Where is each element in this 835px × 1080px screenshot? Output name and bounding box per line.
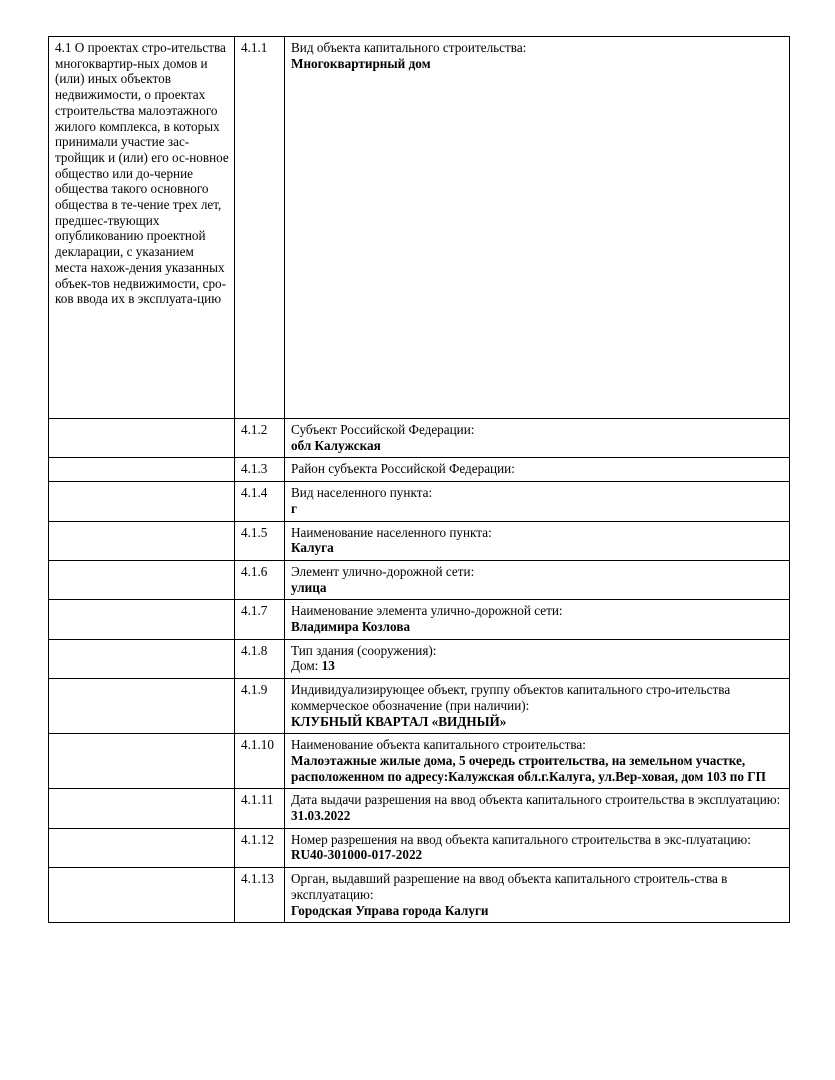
row-title: Вид населенного пункта: xyxy=(291,485,433,501)
table-body xyxy=(49,37,790,923)
row-code-cell: 4.1.7 xyxy=(235,600,285,639)
row-value-cell xyxy=(285,482,790,521)
row-title: Вид объекта капитального строительства: xyxy=(291,40,527,55)
empty-label-cell xyxy=(49,560,235,599)
empty-label-cell xyxy=(49,679,235,734)
row-value-prefix: Дом: xyxy=(291,658,322,674)
empty-label-cell xyxy=(49,828,235,867)
table-row xyxy=(49,600,790,639)
row-title: Субъект Российской Федерации: xyxy=(291,422,475,437)
row-value: Калуга xyxy=(291,540,334,556)
row-code-cell: 4.1.12 xyxy=(235,828,285,867)
section-label-cell: 4.1 О проектах стро-ительства многоквартир-ных домов и (или) иных объектов недвижимости, о проектах строительства малоэтажного жилого комплекса, в которых принимали участие зас-тройщик и (или) его ос-новное общество или до-черние общества такого основного общества в те-чение трех лет, предшес-твующих опубликованию проектной декларации, с указанием места нахож-дения указанных объек-тов недвижимости, сро-ков ввода их в эксплуата-цию xyxy=(49,37,235,419)
row-code-cell: 4.1.6 xyxy=(235,560,285,599)
row-value-cell xyxy=(285,521,790,560)
empty-label-cell xyxy=(49,734,235,789)
row-code-cell: 4.1.2 xyxy=(235,419,285,458)
row-title: Наименование населенного пункта: xyxy=(291,524,492,540)
row-title: Наименование объекта капитального строительства: xyxy=(291,737,586,753)
empty-label-cell xyxy=(49,789,235,828)
row-value-cell xyxy=(285,789,790,828)
row-value: г xyxy=(291,500,297,516)
row-value-cell xyxy=(285,37,790,419)
row-title: Индивидуализирующее объект, группу объектов капитального стро-ительства коммерческое обозначение (при наличии): xyxy=(291,682,731,713)
table-row xyxy=(49,458,790,482)
empty-label-cell xyxy=(49,419,235,458)
row-value-cell xyxy=(285,679,790,734)
empty-label-cell xyxy=(49,600,235,639)
row-title: Район субъекта Российской Федерации: xyxy=(291,461,515,477)
declaration-table xyxy=(48,36,790,923)
row-value: Многоквартирный дом xyxy=(291,55,431,71)
row-code-cell: 4.1.9 xyxy=(235,679,285,734)
table-row xyxy=(49,482,790,521)
row-value-cell xyxy=(285,734,790,789)
row-value: обл Калужская xyxy=(291,437,381,453)
row-code-cell: 4.1.5 xyxy=(235,521,285,560)
row-value-cell xyxy=(285,828,790,867)
table-row xyxy=(49,37,790,419)
table-row xyxy=(49,560,790,599)
row-value: Малоэтажные жилые дома, 5 очередь строительства, на земельном участке, расположенном по адресу:Калужская обл.г.Калуга, ул.Вер-ховая, дом 103 по ГП xyxy=(291,752,766,784)
row-value: 31.03.2022 xyxy=(291,808,351,824)
row-value-cell xyxy=(285,600,790,639)
row-code-cell: 4.1.3 xyxy=(235,458,285,482)
empty-label-cell xyxy=(49,482,235,521)
table-row xyxy=(49,679,790,734)
row-code-cell: 4.1.13 xyxy=(235,868,285,923)
empty-label-cell xyxy=(49,458,235,482)
row-value-cell xyxy=(285,458,790,482)
row-value: RU40-301000-017-2022 xyxy=(291,847,423,863)
row-value-cell xyxy=(285,639,790,678)
empty-label-cell xyxy=(49,639,235,678)
row-value-cell xyxy=(285,560,790,599)
table-row xyxy=(49,521,790,560)
row-title: Наименование элемента улично-дорожной сети: xyxy=(291,603,563,619)
table-row xyxy=(49,789,790,828)
row-title: Номер разрешения на ввод объекта капитального строительства в экс-плуатацию: xyxy=(291,831,751,847)
row-code-cell: 4.1.8 xyxy=(235,639,285,678)
row-title: Орган, выдавший разрешение на ввод объекта капитального строитель-ства в эксплуатацию: xyxy=(291,871,728,902)
empty-label-cell xyxy=(49,521,235,560)
row-value: КЛУБНЫЙ КВАРТАЛ «ВИДНЫЙ» xyxy=(291,713,507,729)
row-value-cell xyxy=(285,868,790,923)
row-value xyxy=(291,658,784,674)
row-value: улица xyxy=(291,579,327,595)
row-code-cell: 4.1.1 xyxy=(235,37,285,419)
row-value: Владимира Козлова xyxy=(291,619,411,635)
empty-label-cell xyxy=(49,868,235,923)
row-title: Дата выдачи разрешения на ввод объекта капитального строительства в эксплуатацию: xyxy=(291,792,781,808)
row-code-cell: 4.1.11 xyxy=(235,789,285,828)
table-row xyxy=(49,639,790,678)
row-value-cell xyxy=(285,419,790,458)
row-value-bold: 13 xyxy=(321,658,335,674)
table-row xyxy=(49,734,790,789)
table-row xyxy=(49,419,790,458)
row-code-cell: 4.1.10 xyxy=(235,734,285,789)
table-row xyxy=(49,868,790,923)
table-row xyxy=(49,828,790,867)
row-title: Тип здания (сооружения): xyxy=(291,642,437,658)
row-value: Городская Управа города Калуги xyxy=(291,902,489,918)
row-code-cell: 4.1.4 xyxy=(235,482,285,521)
row-title: Элемент улично-дорожной сети: xyxy=(291,563,475,579)
